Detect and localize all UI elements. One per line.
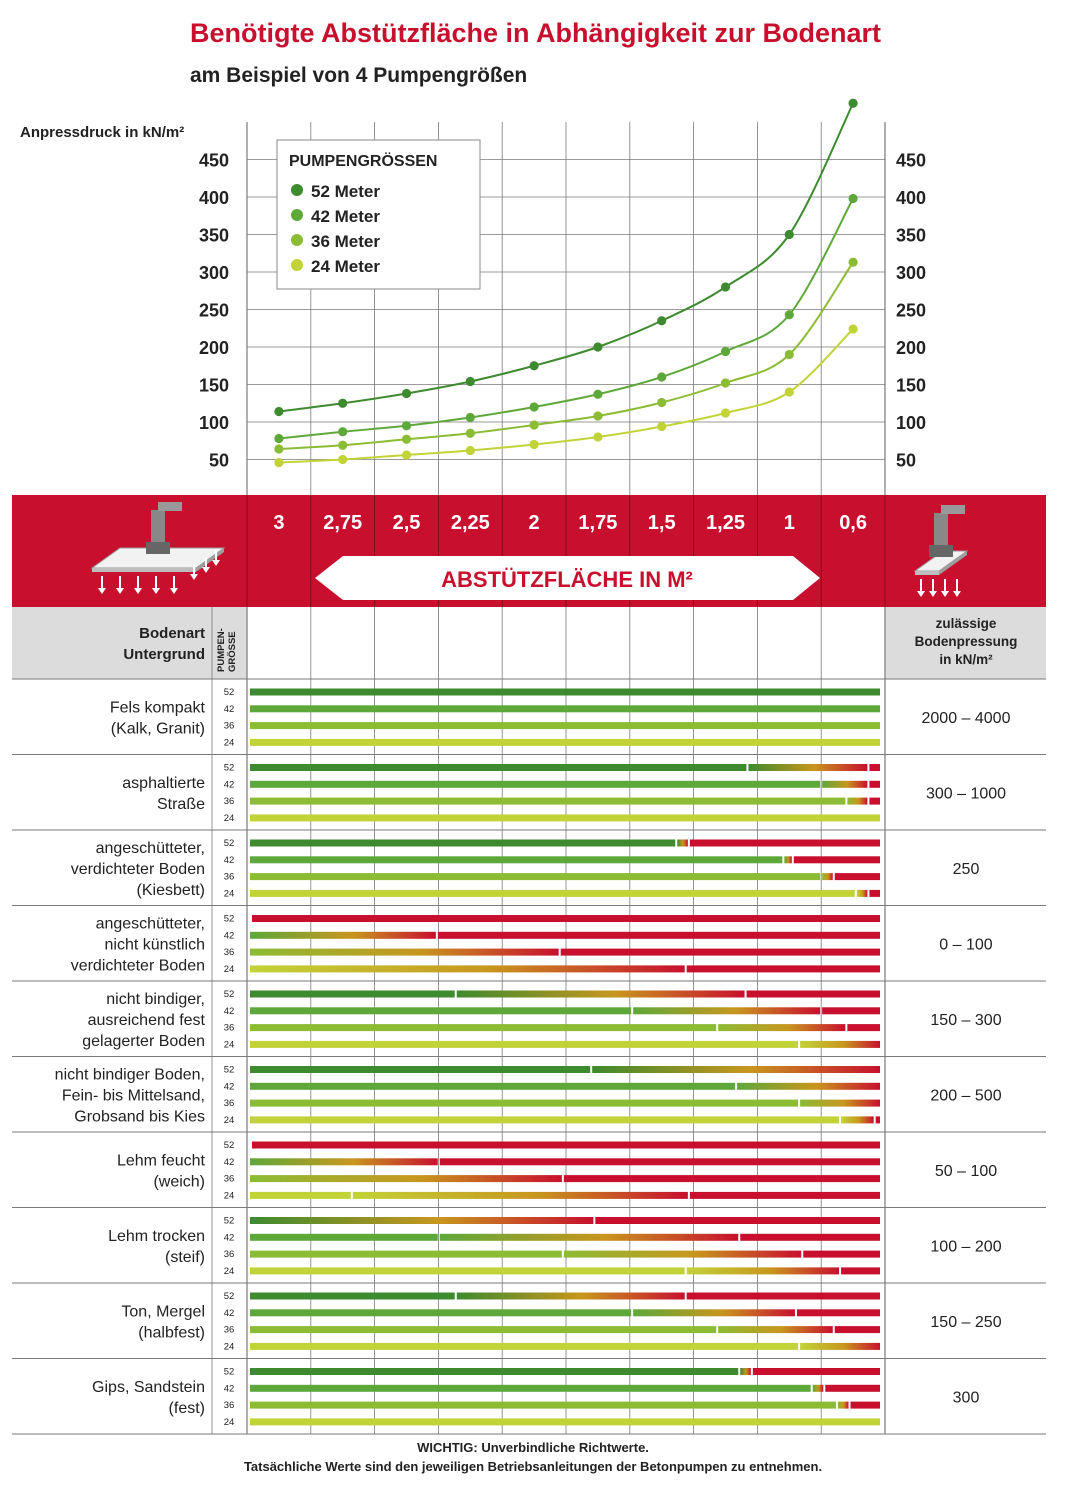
bar-transition-segment xyxy=(838,1402,849,1409)
pump-size-label: 24 xyxy=(223,1265,235,1277)
bar-green-segment xyxy=(250,1083,735,1090)
bar-green-segment xyxy=(250,1251,562,1258)
bar-red-segment xyxy=(753,1368,880,1375)
bar-transition-segment xyxy=(822,781,867,788)
bar-green-segment xyxy=(250,1385,811,1392)
bar-red-segment xyxy=(252,915,880,922)
soil-label: asphaltierte xyxy=(122,774,205,792)
bar-red-segment xyxy=(869,890,880,897)
header-pump-size xyxy=(216,628,238,672)
pump-size-label: 36 xyxy=(223,1022,235,1034)
pump-size-label: 42 xyxy=(223,703,235,715)
bar-green-segment xyxy=(250,781,820,788)
pump-size-label: 42 xyxy=(223,1005,235,1017)
pump-size-label: 52 xyxy=(223,989,235,1000)
pump-size-label: 52 xyxy=(223,913,235,925)
series-point xyxy=(338,427,347,436)
y-tick-label-right: 300 xyxy=(896,263,927,283)
series-point xyxy=(338,441,347,450)
header-pressure: in kN/m² xyxy=(939,652,993,667)
soil-label: Straße xyxy=(156,795,205,813)
pressure-value: 150 – 250 xyxy=(930,1313,1002,1331)
bar-transition-segment xyxy=(813,1385,824,1392)
pump-size-label: 42 xyxy=(223,1232,235,1244)
y-tick-label-right: 50 xyxy=(896,450,917,471)
bar-transition-segment xyxy=(250,1217,593,1224)
pump-size-label: 24 xyxy=(223,1114,235,1126)
bar-red-segment xyxy=(835,873,880,880)
pump-size-label: 42 xyxy=(223,1307,235,1319)
pump-size-label: 36 xyxy=(223,720,235,732)
series-point xyxy=(593,390,602,399)
bar-green-segment xyxy=(250,1024,716,1031)
bar-red-segment xyxy=(564,1175,880,1182)
note-line-2: Tatsächliche Werte sind den jeweiligen Betriebsanleitungen der Betonpumpen zu entnehmen. xyxy=(243,1459,823,1474)
pump-size-label: 24 xyxy=(223,963,235,975)
soil-label: ausreichend fest xyxy=(87,1011,205,1029)
x-tick-label: 1,75 xyxy=(578,512,618,534)
pump-size-label: 36 xyxy=(223,1400,235,1412)
bar-transition-segment xyxy=(847,798,867,805)
pump-size-label: 42 xyxy=(223,1156,235,1168)
bar-transition-segment xyxy=(440,1234,739,1241)
series-point xyxy=(274,434,283,443)
bar-green-segment xyxy=(250,890,855,897)
y-tick-label-right: 350 xyxy=(896,225,927,246)
bar-transition-segment xyxy=(718,1326,833,1333)
bar-red-segment xyxy=(803,1251,880,1258)
pump-size-label: 24 xyxy=(223,1039,235,1051)
pump-size-label: 42 xyxy=(223,930,235,942)
bar-green-segment xyxy=(250,764,746,771)
legend-entry: 42 Meter xyxy=(311,207,380,226)
legend-marker xyxy=(291,259,303,271)
soil-label: verdichteter Boden xyxy=(70,957,205,975)
header-pressure: zulässige xyxy=(935,616,997,631)
pump-size-label: 52 xyxy=(223,762,235,774)
bar-transition-segment xyxy=(633,1007,820,1014)
series-point xyxy=(849,324,858,333)
pump-size-label: 36 xyxy=(223,1249,235,1261)
y-tick-label-right: 400 xyxy=(896,188,927,208)
pump-size-label: 52 xyxy=(223,1140,235,1151)
bar-transition-segment xyxy=(822,873,833,880)
series-point xyxy=(785,230,794,239)
bar-red-segment xyxy=(835,1326,880,1333)
bar-transition-segment xyxy=(250,949,559,956)
soil-label: Ton, Mergel xyxy=(121,1303,205,1321)
bar-green-segment xyxy=(250,1100,798,1107)
series-point xyxy=(466,413,475,422)
area-band xyxy=(12,495,1046,607)
pump-size-label: 24 xyxy=(223,1416,235,1428)
bar-green-segment xyxy=(250,814,880,821)
legend-entry: 24 Meter xyxy=(311,257,380,276)
pressure-value: 300 xyxy=(952,1389,980,1407)
legend xyxy=(277,140,480,289)
bar-green-segment xyxy=(250,1007,631,1014)
soil-label: (Kiesbett) xyxy=(136,881,205,899)
soil-label: (weich) xyxy=(153,1173,205,1191)
bar-transition-segment xyxy=(592,1066,880,1073)
bar-transition-segment xyxy=(841,1116,874,1123)
soil-label: nicht künstlich xyxy=(104,936,205,954)
y-tick-label-left: 400 xyxy=(198,188,229,208)
series-point xyxy=(657,398,666,407)
bar-green-segment xyxy=(250,722,880,729)
header-pump-size-line: PUMPEN- xyxy=(216,628,227,672)
y-tick-label-left: 350 xyxy=(198,225,229,246)
x-tick-label: 2,25 xyxy=(450,512,490,534)
bar-transition-segment xyxy=(718,1024,845,1031)
pressure-value: 100 – 200 xyxy=(930,1238,1002,1256)
legend-title: PUMPENGRÖSSEN xyxy=(289,153,438,170)
series-point xyxy=(466,429,475,438)
bar-green-segment xyxy=(250,1402,836,1409)
series-point xyxy=(849,99,858,108)
x-tick-label: 2,5 xyxy=(392,512,421,534)
pump-size-label: 36 xyxy=(223,871,235,883)
bar-transition-segment xyxy=(737,1083,880,1090)
bar-red-segment xyxy=(252,1142,880,1149)
bar-red-segment xyxy=(440,1158,880,1165)
series-point xyxy=(466,377,475,386)
bar-green-segment xyxy=(250,1368,738,1375)
bar-red-segment xyxy=(847,1024,880,1031)
bar-red-segment xyxy=(561,949,880,956)
soil-label: nicht bindiger Boden, xyxy=(54,1066,205,1084)
bar-green-segment xyxy=(250,1116,839,1123)
header-soil: Bodenart xyxy=(139,625,205,642)
series-point xyxy=(849,258,858,267)
pump-size-label: 36 xyxy=(223,1173,235,1185)
pump-size-label: 24 xyxy=(223,737,235,749)
soil-label: (halbfest) xyxy=(138,1324,205,1342)
pump-size-label: 36 xyxy=(223,1324,235,1336)
pump-size-label: 36 xyxy=(223,947,235,959)
bar-transition-segment xyxy=(353,1192,688,1199)
bar-green-segment xyxy=(250,1066,590,1073)
y-tick-label-left: 150 xyxy=(198,375,229,396)
series-point xyxy=(530,440,539,449)
series-point xyxy=(402,450,411,459)
series-point xyxy=(721,347,730,356)
soil-table xyxy=(12,607,1046,1434)
bar-transition-segment xyxy=(800,1343,880,1350)
bar-transition-segment xyxy=(687,1267,839,1274)
bar-green-segment xyxy=(250,991,455,998)
pump-size-label: 24 xyxy=(223,888,235,900)
soil-label: angeschütteter, xyxy=(95,839,205,857)
bar-green-segment xyxy=(250,1267,685,1274)
series-point xyxy=(593,432,602,441)
bar-green-segment xyxy=(250,1326,716,1333)
bar-green-segment xyxy=(250,1418,880,1425)
x-tick-label: 1,5 xyxy=(647,512,676,534)
bar-red-segment xyxy=(687,1293,880,1300)
pump-size-label: 36 xyxy=(223,1098,235,1110)
series-point xyxy=(721,408,730,417)
bar-green-segment xyxy=(250,689,880,696)
series-point xyxy=(785,350,794,359)
bar-green-segment xyxy=(250,1293,455,1300)
bar-red-segment xyxy=(690,1192,880,1199)
series-point xyxy=(402,421,411,430)
pressure-value: 150 – 300 xyxy=(930,1011,1002,1029)
bar-transition-segment xyxy=(748,764,867,771)
bar-red-segment xyxy=(851,1402,881,1409)
soil-label: Grobsand bis Kies xyxy=(74,1108,205,1126)
series-point xyxy=(593,342,602,351)
bar-red-segment xyxy=(869,781,880,788)
bar-transition-segment xyxy=(740,1368,751,1375)
x-tick-label: 1,25 xyxy=(706,512,745,534)
series-point xyxy=(274,458,283,467)
bar-red-segment xyxy=(876,1116,880,1123)
pump-size-label: 42 xyxy=(223,1081,235,1093)
bar-red-segment xyxy=(797,1309,880,1316)
x-tick-label: 3 xyxy=(273,512,285,534)
y-tick-label-right: 200 xyxy=(896,338,927,358)
bar-red-segment xyxy=(822,1007,880,1014)
pressure-value: 50 – 100 xyxy=(934,1162,998,1180)
x-tick-label: 2 xyxy=(528,512,540,534)
y-tick-label-left: 50 xyxy=(208,450,229,471)
y-tick-label-left: 200 xyxy=(198,338,229,358)
soil-label: Fels kompakt xyxy=(109,699,205,717)
note-line-1: WICHTIG: Unverbindliche Richtwerte. xyxy=(417,1440,649,1455)
soil-label: verdichteter Boden xyxy=(70,860,205,878)
soil-label: Lehm feucht xyxy=(116,1152,205,1170)
soil-label: angeschütteter, xyxy=(95,915,205,933)
bar-green-segment xyxy=(250,1192,351,1199)
y-tick-label-right: 250 xyxy=(896,300,927,321)
pump-size-label: 52 xyxy=(223,1291,235,1302)
pump-size-label: 52 xyxy=(223,687,235,698)
x-tick-label: 1 xyxy=(783,512,795,534)
pump-size-label: 42 xyxy=(223,779,235,791)
bar-transition-segment xyxy=(677,840,688,847)
series-point xyxy=(849,194,858,203)
bar-transition-segment xyxy=(857,890,868,897)
x-tick-label: 0,6 xyxy=(839,512,868,534)
legend-entry: 36 Meter xyxy=(311,232,380,251)
bar-green-segment xyxy=(250,856,782,863)
bar-green-segment xyxy=(250,798,845,805)
soil-label: Gips, Sandstein xyxy=(92,1378,205,1396)
soil-label: nicht bindiger, xyxy=(106,990,205,1008)
series-point xyxy=(274,407,283,416)
series-point xyxy=(274,444,283,453)
soil-label: Fein- bis Mittelsand, xyxy=(61,1087,205,1105)
bar-green-segment xyxy=(250,1041,798,1048)
bar-transition-segment xyxy=(633,1309,795,1316)
bar-green-segment xyxy=(250,1343,798,1350)
bar-transition-segment xyxy=(564,1251,801,1258)
bar-red-segment xyxy=(825,1385,880,1392)
soil-label: (fest) xyxy=(168,1399,205,1417)
bar-red-segment xyxy=(869,798,880,805)
bar-red-segment xyxy=(747,991,880,998)
page-subtitle: am Beispiel von 4 Pumpengrößen xyxy=(190,64,528,87)
pressure-value: 0 – 100 xyxy=(939,936,993,954)
x-tick-label: 2,75 xyxy=(323,512,363,534)
series-point xyxy=(657,372,666,381)
x-axis-title: ABSTÜTZFLÄCHE IN M² xyxy=(441,567,693,592)
y-tick-label-left: 300 xyxy=(198,263,229,283)
series-point xyxy=(785,387,794,396)
y-tick-label-left: 250 xyxy=(198,300,229,321)
bar-green-segment xyxy=(250,1309,631,1316)
bar-transition-segment xyxy=(250,965,685,972)
series-point xyxy=(530,361,539,370)
series-point xyxy=(402,389,411,398)
bar-red-segment xyxy=(687,965,880,972)
pressure-value: 300 – 1000 xyxy=(925,785,1007,803)
soil-label: Lehm trocken xyxy=(108,1227,205,1245)
header-soil: Untergrund xyxy=(123,646,205,663)
legend-marker xyxy=(291,184,303,196)
bar-transition-segment xyxy=(250,1158,438,1165)
pump-size-label: 52 xyxy=(223,838,235,849)
bar-green-segment xyxy=(250,739,880,746)
bar-red-segment xyxy=(690,840,880,847)
pump-size-label: 52 xyxy=(223,1215,235,1227)
series-point xyxy=(721,378,730,387)
bar-red-segment xyxy=(794,856,880,863)
series-point xyxy=(593,411,602,420)
series-point xyxy=(785,310,794,319)
pump-size-label: 36 xyxy=(223,796,235,808)
header-pump-size-line: GRÖSSE xyxy=(227,631,238,672)
pump-size-label: 24 xyxy=(223,812,235,824)
bar-red-segment xyxy=(595,1217,880,1224)
legend-entry: 52 Meter xyxy=(311,182,380,201)
series-point xyxy=(657,316,666,325)
legend-marker xyxy=(291,234,303,246)
pump-size-label: 24 xyxy=(223,1341,235,1353)
bar-transition-segment xyxy=(784,856,791,863)
pump-size-label: 24 xyxy=(223,1190,235,1202)
y-tick-label-left: 450 xyxy=(198,150,229,171)
bar-green-segment xyxy=(250,705,880,712)
series-point xyxy=(338,399,347,408)
bar-red-segment xyxy=(841,1267,880,1274)
pressure-value: 200 – 500 xyxy=(930,1087,1002,1105)
bar-transition-segment xyxy=(250,932,436,939)
series-point xyxy=(530,402,539,411)
pump-size-label: 42 xyxy=(223,1383,235,1395)
pressure-value: 250 xyxy=(952,860,980,878)
series-point xyxy=(402,435,411,444)
page-title: Benötigte Abstützfläche in Abhängigkeit zur Bodenart xyxy=(190,18,882,48)
pressure-value: 2000 – 4000 xyxy=(921,709,1011,727)
bar-red-segment xyxy=(869,764,880,771)
bar-green-segment xyxy=(250,1234,438,1241)
y-axis-title: Anpressdruck in kN/m² xyxy=(20,124,185,141)
pump-size-label: 42 xyxy=(223,854,235,866)
y-tick-label-right: 100 xyxy=(896,413,927,433)
legend-marker xyxy=(291,209,303,221)
series-point xyxy=(657,422,666,431)
y-tick-label-right: 150 xyxy=(896,375,927,396)
bar-transition-segment xyxy=(800,1100,880,1107)
soil-label: (steif) xyxy=(165,1248,205,1266)
y-tick-label-right: 450 xyxy=(896,150,927,171)
bar-transition-segment xyxy=(457,991,745,998)
bar-red-segment xyxy=(740,1234,880,1241)
series-point xyxy=(466,446,475,455)
pump-size-label: 52 xyxy=(223,1366,235,1378)
series-point xyxy=(721,282,730,291)
bar-transition-segment xyxy=(800,1041,880,1048)
bar-transition-segment xyxy=(457,1293,685,1300)
soil-label: (Kalk, Granit) xyxy=(110,720,205,738)
bar-transition-segment xyxy=(250,1175,562,1182)
bar-red-segment xyxy=(438,932,880,939)
series-point xyxy=(338,455,347,464)
pump-size-label: 52 xyxy=(223,1064,235,1076)
bar-green-segment xyxy=(250,840,675,847)
header-pressure: Bodenpressung xyxy=(914,634,1018,649)
bar-green-segment xyxy=(250,873,820,880)
y-tick-label-left: 100 xyxy=(198,413,229,433)
soil-label: gelagerter Boden xyxy=(82,1032,205,1050)
series-point xyxy=(530,420,539,429)
